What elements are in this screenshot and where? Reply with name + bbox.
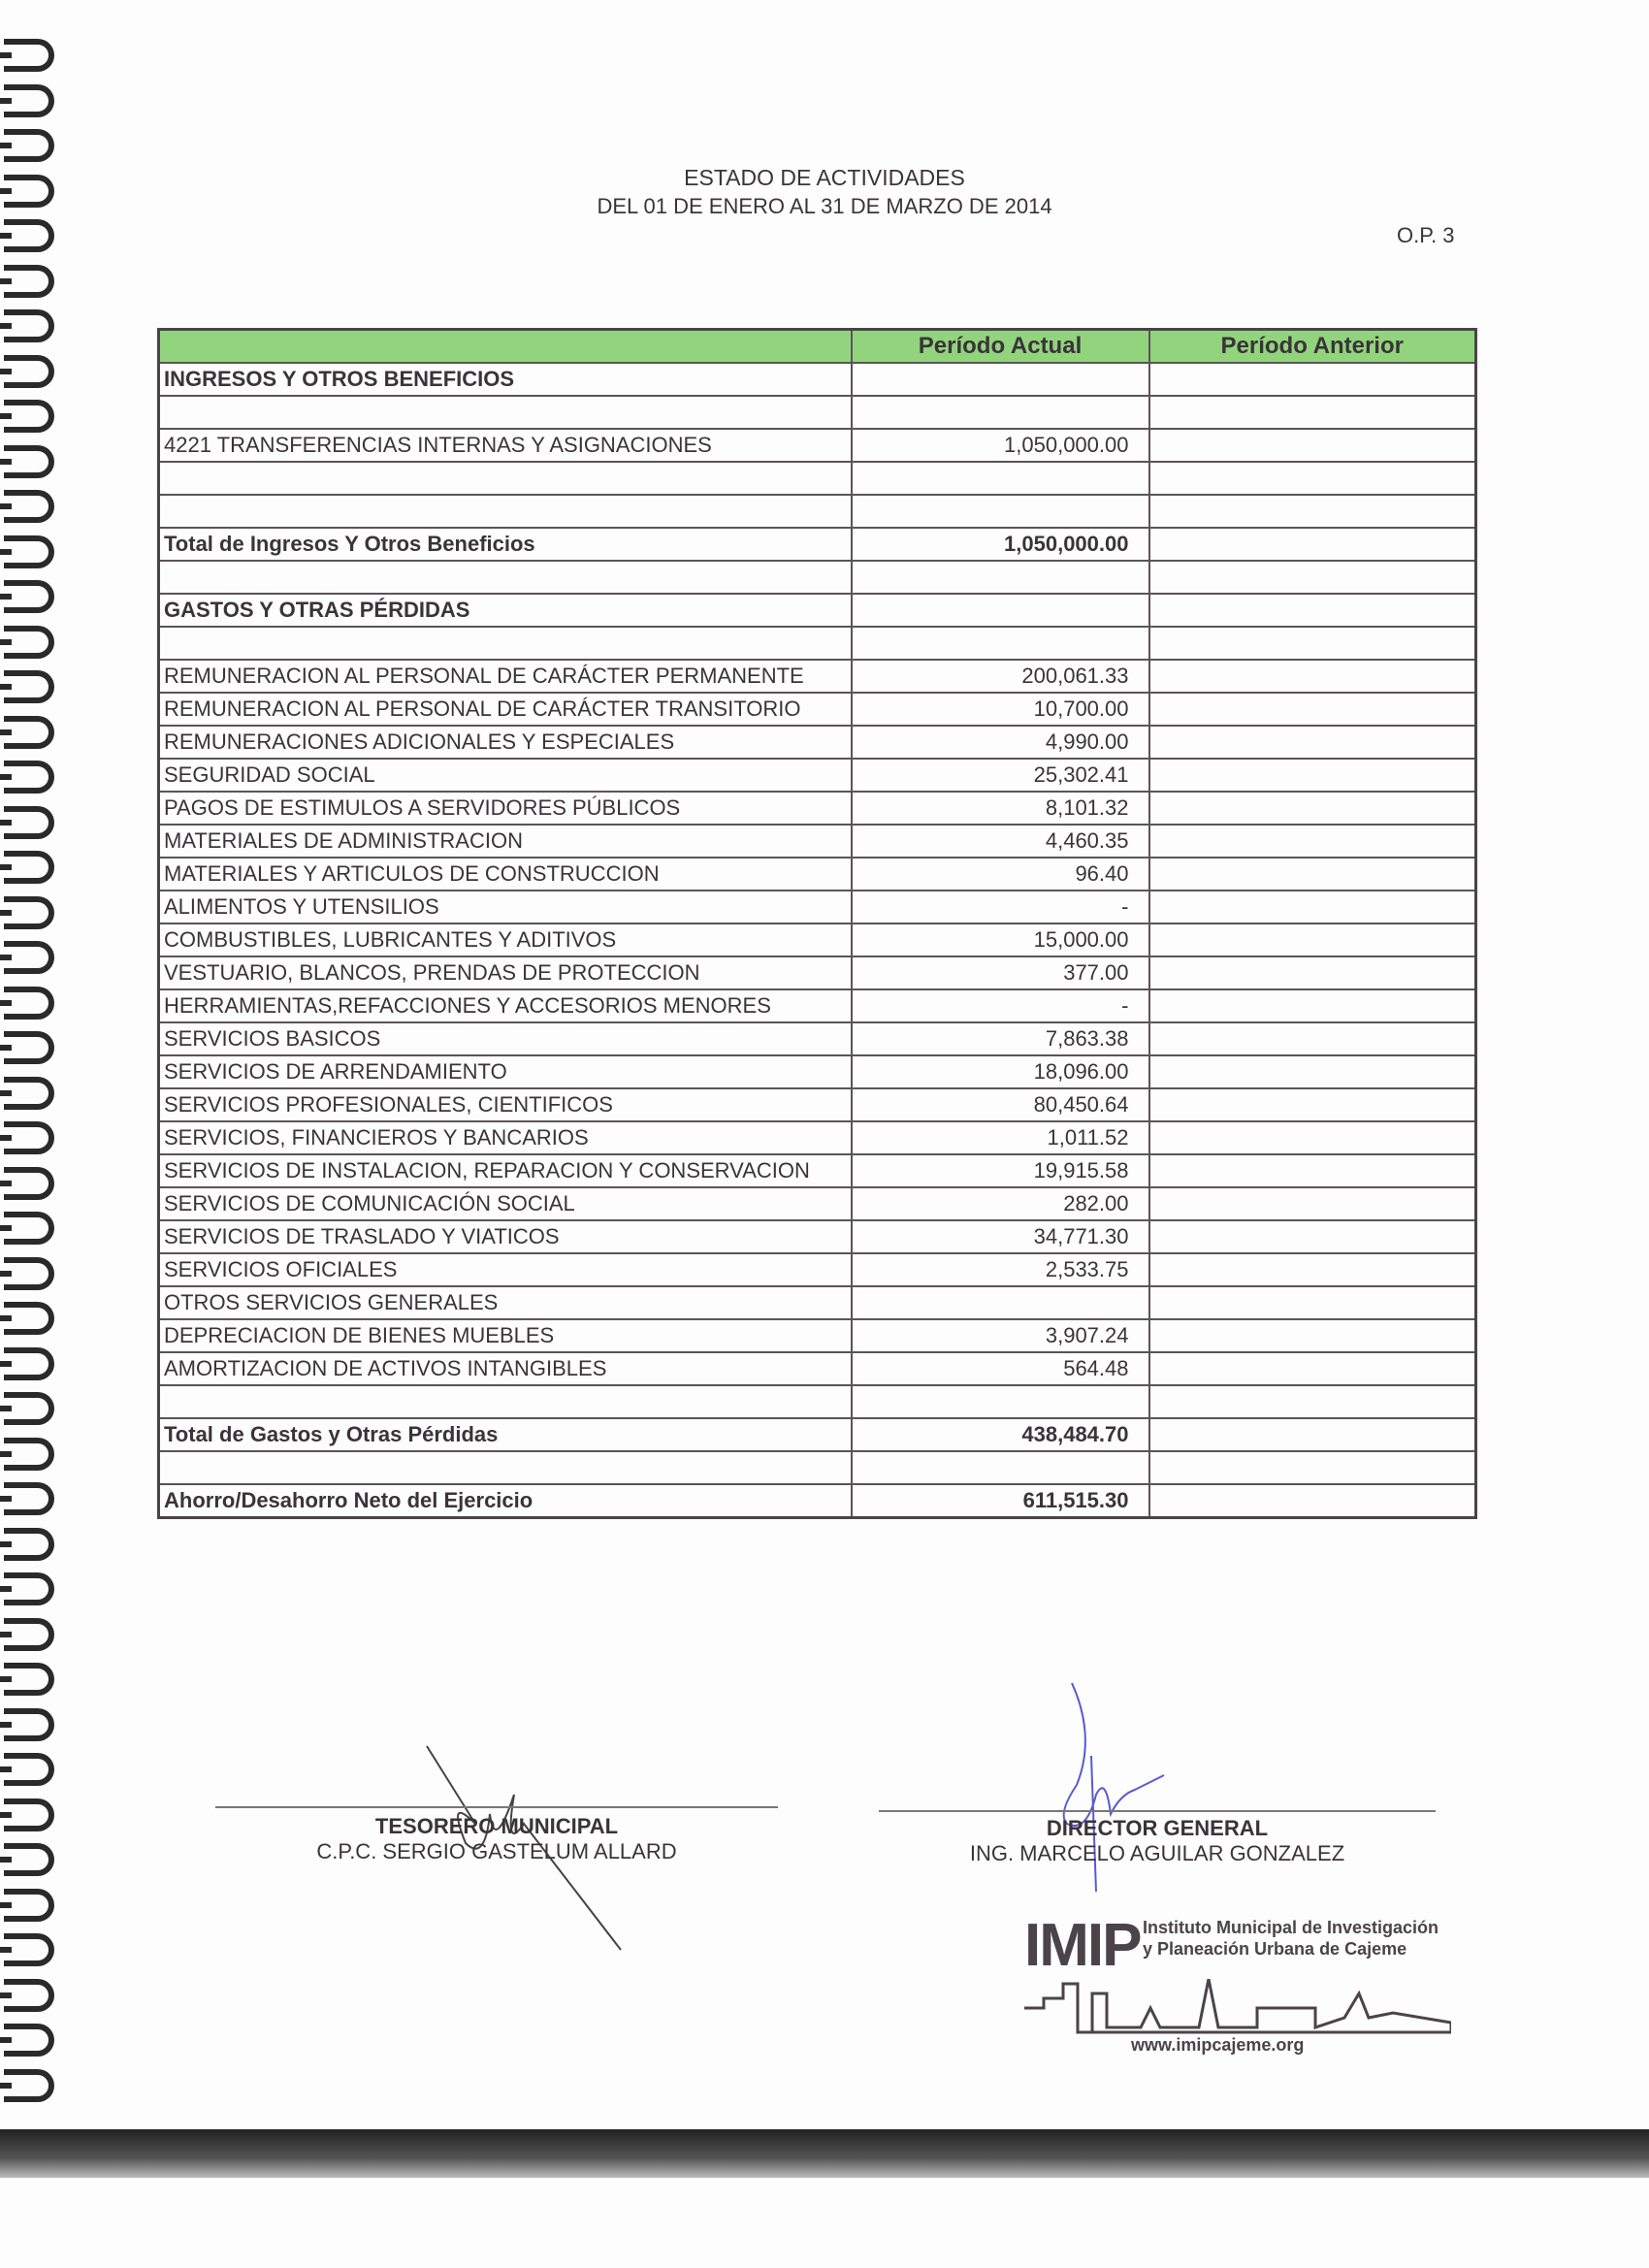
row-periodo-anterior xyxy=(1149,363,1476,396)
binding-ring xyxy=(4,1798,54,1831)
table-row xyxy=(159,1418,1476,1451)
director-signature-line xyxy=(879,1810,1436,1812)
row-periodo-actual: 96.40 xyxy=(852,858,1149,891)
table-row xyxy=(159,1253,1476,1286)
row-periodo-actual xyxy=(852,396,1149,429)
table-row xyxy=(159,858,1476,891)
table-row xyxy=(159,693,1476,726)
treasurer-signature-line xyxy=(215,1806,778,1808)
table-row xyxy=(159,594,1476,627)
table-row xyxy=(159,1187,1476,1220)
row-label: PAGOS DE ESTIMULOS A SERVIDORES PÚBLICOS xyxy=(159,792,852,825)
row-periodo-actual xyxy=(852,561,1149,594)
row-periodo-anterior xyxy=(1149,1352,1476,1385)
binding-ring xyxy=(4,1347,54,1380)
row-label: AMORTIZACION DE ACTIVOS INTANGIBLES xyxy=(159,1352,852,1385)
binding-ring xyxy=(4,490,54,523)
row-label: VESTUARIO, BLANCOS, PRENDAS DE PROTECCION xyxy=(159,956,852,989)
row-label: SERVICIOS PROFESIONALES, CIENTIFICOS xyxy=(159,1088,852,1121)
page-code: O.P. 3 xyxy=(1397,223,1455,247)
row-periodo-actual: 7,863.38 xyxy=(852,1022,1149,1055)
row-label xyxy=(159,1385,852,1418)
row-periodo-anterior xyxy=(1149,726,1476,759)
document-title: ESTADO DE ACTIVIDADES xyxy=(684,165,965,190)
row-periodo-actual: 19,915.58 xyxy=(852,1154,1149,1187)
row-label: SERVICIOS DE TRASLADO Y VIATICOS xyxy=(159,1220,852,1253)
binding-ring xyxy=(4,445,54,478)
row-periodo-actual xyxy=(852,462,1149,495)
table-row xyxy=(159,1385,1476,1418)
row-periodo-anterior xyxy=(1149,1055,1476,1088)
row-periodo-actual: 8,101.32 xyxy=(852,792,1149,825)
scan-edge-shadow xyxy=(0,2129,1649,2178)
row-periodo-anterior xyxy=(1149,1418,1476,1451)
row-periodo-anterior xyxy=(1149,989,1476,1022)
row-periodo-anterior xyxy=(1149,1022,1476,1055)
row-periodo-anterior xyxy=(1149,1319,1476,1352)
binding-ring xyxy=(4,896,54,929)
row-periodo-anterior xyxy=(1149,429,1476,462)
table-row xyxy=(159,1121,1476,1154)
binding-ring xyxy=(4,1889,54,1922)
row-periodo-anterior xyxy=(1149,396,1476,429)
row-label: Total de Gastos y Otras Pérdidas xyxy=(159,1418,852,1451)
row-periodo-anterior xyxy=(1149,1286,1476,1319)
row-periodo-anterior xyxy=(1149,528,1476,561)
header-blank xyxy=(159,330,852,364)
row-periodo-actual: 2,533.75 xyxy=(852,1253,1149,1286)
binding-ring xyxy=(4,1031,54,1064)
row-periodo-anterior xyxy=(1149,759,1476,792)
binding-ring xyxy=(4,1482,54,1515)
binding-ring xyxy=(4,580,54,613)
row-label: SERVICIOS DE INSTALACION, REPARACION Y CONSERVACION xyxy=(159,1154,852,1187)
binding-ring xyxy=(4,987,54,1020)
row-periodo-anterior xyxy=(1149,1385,1476,1418)
row-periodo-actual xyxy=(852,363,1149,396)
row-label: SERVICIOS DE ARRENDAMIENTO xyxy=(159,1055,852,1088)
row-periodo-actual: 34,771.30 xyxy=(852,1220,1149,1253)
binding-ring xyxy=(4,2024,54,2057)
binding-ring xyxy=(4,1528,54,1561)
row-label: Ahorro/Desahorro Neto del Ejercicio xyxy=(159,1484,852,1518)
header-periodo-actual: Período Actual xyxy=(852,330,1149,364)
binding-ring xyxy=(4,1663,54,1696)
row-label xyxy=(159,561,852,594)
table-row xyxy=(159,923,1476,956)
table-row xyxy=(159,660,1476,693)
binding-ring xyxy=(4,2069,54,2102)
row-label: MATERIALES DE ADMINISTRACION xyxy=(159,825,852,858)
row-periodo-actual: - xyxy=(852,891,1149,923)
director-role: DIRECTOR GENERAL xyxy=(1046,1816,1269,1840)
row-periodo-anterior xyxy=(1149,1253,1476,1286)
binding-ring xyxy=(4,400,54,433)
binding-ring xyxy=(4,1077,54,1110)
row-label: REMUNERACION AL PERSONAL DE CARÁCTER PERMANENTE xyxy=(159,660,852,693)
table-row xyxy=(159,891,1476,923)
city-skyline-icon xyxy=(1024,1979,1451,2037)
row-periodo-actual: 25,302.41 xyxy=(852,759,1149,792)
row-periodo-anterior xyxy=(1149,1121,1476,1154)
table-row xyxy=(159,363,1476,396)
row-periodo-actual: - xyxy=(852,989,1149,1022)
table-row xyxy=(159,1220,1476,1253)
table-row xyxy=(159,528,1476,561)
row-periodo-actual: 15,000.00 xyxy=(852,923,1149,956)
row-periodo-anterior xyxy=(1149,825,1476,858)
table-row xyxy=(159,396,1476,429)
table-row xyxy=(159,1451,1476,1484)
row-periodo-anterior xyxy=(1149,1187,1476,1220)
row-periodo-actual: 18,096.00 xyxy=(852,1055,1149,1088)
treasurer-role: TESORERO MUNICIPAL xyxy=(374,1814,619,1838)
row-periodo-actual: 1,011.52 xyxy=(852,1121,1149,1154)
director-name: ING. MARCELO AGUILAR GONZALEZ xyxy=(969,1841,1345,1865)
spiral-binding xyxy=(0,39,68,2115)
row-periodo-actual: 564.48 xyxy=(852,1352,1149,1385)
row-label xyxy=(159,627,852,660)
row-periodo-anterior xyxy=(1149,627,1476,660)
row-label xyxy=(159,495,852,528)
row-periodo-anterior xyxy=(1149,693,1476,726)
binding-ring xyxy=(4,1572,54,1605)
row-periodo-actual: 1,050,000.00 xyxy=(852,528,1149,561)
binding-ring xyxy=(4,84,54,117)
table-row xyxy=(159,1055,1476,1088)
binding-ring xyxy=(4,1979,54,2012)
binding-ring xyxy=(4,1843,54,1876)
row-periodo-actual: 438,484.70 xyxy=(852,1418,1149,1451)
row-label: COMBUSTIBLES, LUBRICANTES Y ADITIVOS xyxy=(159,923,852,956)
binding-ring xyxy=(4,129,54,162)
row-label xyxy=(159,1451,852,1484)
table-row xyxy=(159,627,1476,660)
binding-ring xyxy=(4,1257,54,1290)
row-periodo-actual: 4,990.00 xyxy=(852,726,1149,759)
binding-ring xyxy=(4,535,54,568)
row-label xyxy=(159,462,852,495)
table-row xyxy=(159,1088,1476,1121)
binding-ring xyxy=(4,309,54,342)
table-row xyxy=(159,759,1476,792)
row-label: SERVICIOS, FINANCIEROS Y BANCARIOS xyxy=(159,1121,852,1154)
table-row xyxy=(159,1022,1476,1055)
table-row xyxy=(159,1352,1476,1385)
row-periodo-anterior xyxy=(1149,1220,1476,1253)
table-header xyxy=(159,330,1476,364)
row-periodo-anterior xyxy=(1149,923,1476,956)
table-row xyxy=(159,792,1476,825)
table-row xyxy=(159,825,1476,858)
table-row xyxy=(159,1319,1476,1352)
row-periodo-anterior xyxy=(1149,1484,1476,1518)
row-periodo-anterior xyxy=(1149,956,1476,989)
table-row xyxy=(159,462,1476,495)
table-row xyxy=(159,495,1476,528)
logo-url: www.imipcajeme.org xyxy=(1131,2035,1305,2055)
logo-name-line1: Instituto Municipal de Investigación xyxy=(1143,1918,1439,1937)
row-periodo-actual: 282.00 xyxy=(852,1187,1149,1220)
binding-ring xyxy=(4,1167,54,1200)
table-row xyxy=(159,989,1476,1022)
row-periodo-actual: 80,450.64 xyxy=(852,1088,1149,1121)
row-label: GASTOS Y OTRAS PÉRDIDAS xyxy=(159,594,852,627)
row-label xyxy=(159,396,852,429)
row-periodo-actual xyxy=(852,1286,1149,1319)
row-periodo-anterior xyxy=(1149,792,1476,825)
row-label: ALIMENTOS Y UTENSILIOS xyxy=(159,891,852,923)
row-label: Total de Ingresos Y Otros Beneficios xyxy=(159,528,852,561)
row-label: OTROS SERVICIOS GENERALES xyxy=(159,1286,852,1319)
row-label: SERVICIOS DE COMUNICACIÓN SOCIAL xyxy=(159,1187,852,1220)
row-label: REMUNERACION AL PERSONAL DE CARÁCTER TRANSITORIO xyxy=(159,693,852,726)
row-label: SEGURIDAD SOCIAL xyxy=(159,759,852,792)
binding-ring xyxy=(4,1121,54,1154)
table-row xyxy=(159,1286,1476,1319)
row-periodo-actual xyxy=(852,1385,1149,1418)
row-periodo-anterior xyxy=(1149,594,1476,627)
binding-ring xyxy=(4,1618,54,1651)
binding-ring xyxy=(4,1392,54,1425)
table-row xyxy=(159,1154,1476,1187)
row-periodo-actual: 3,907.24 xyxy=(852,1319,1149,1352)
table-row xyxy=(159,1484,1476,1518)
row-label: SERVICIOS OFICIALES xyxy=(159,1253,852,1286)
binding-ring xyxy=(4,355,54,388)
row-label: HERRAMIENTAS,REFACCIONES Y ACCESORIOS MENORES xyxy=(159,989,852,1022)
binding-ring xyxy=(4,761,54,794)
row-periodo-anterior xyxy=(1149,891,1476,923)
director-signature xyxy=(1038,1678,1193,1901)
row-periodo-anterior xyxy=(1149,495,1476,528)
row-label: INGRESOS Y OTROS BENEFICIOS xyxy=(159,363,852,396)
binding-ring xyxy=(4,806,54,839)
row-periodo-anterior xyxy=(1149,858,1476,891)
row-periodo-anterior xyxy=(1149,561,1476,594)
logo-name-line2: y Planeación Urbana de Cajeme xyxy=(1143,1939,1407,1959)
table-row xyxy=(159,726,1476,759)
table-row xyxy=(159,956,1476,989)
row-periodo-actual: 200,061.33 xyxy=(852,660,1149,693)
row-periodo-actual: 4,460.35 xyxy=(852,825,1149,858)
row-periodo-actual: 10,700.00 xyxy=(852,693,1149,726)
header-periodo-anterior: Período Anterior xyxy=(1149,330,1476,364)
binding-ring xyxy=(4,716,54,749)
row-label: 4221 TRANSFERENCIAS INTERNAS Y ASIGNACIONES xyxy=(159,429,852,462)
row-label: REMUNERACIONES ADICIONALES Y ESPECIALES xyxy=(159,726,852,759)
imip-logo xyxy=(1024,1911,1451,2071)
row-label: DEPRECIACION DE BIENES MUEBLES xyxy=(159,1319,852,1352)
row-periodo-actual xyxy=(852,627,1149,660)
binding-ring xyxy=(4,670,54,703)
treasurer-name: C.P.C. SERGIO GASTELUM ALLARD xyxy=(316,1839,677,1863)
row-periodo-actual xyxy=(852,594,1149,627)
binding-ring xyxy=(4,219,54,252)
binding-ring xyxy=(4,1753,54,1786)
row-periodo-anterior xyxy=(1149,462,1476,495)
binding-ring xyxy=(4,1212,54,1245)
binding-ring xyxy=(4,626,54,659)
binding-ring xyxy=(4,1933,54,1966)
binding-ring xyxy=(4,851,54,884)
activities-table xyxy=(157,328,1477,1519)
row-periodo-anterior xyxy=(1149,660,1476,693)
table-row xyxy=(159,429,1476,462)
row-periodo-anterior xyxy=(1149,1451,1476,1484)
binding-ring xyxy=(4,265,54,298)
binding-ring xyxy=(4,1708,54,1741)
logo-mark: IMIP xyxy=(1024,1912,1141,1979)
row-periodo-actual xyxy=(852,1451,1149,1484)
row-periodo-actual: 611,515.30 xyxy=(852,1484,1149,1518)
document-subtitle: DEL 01 DE ENERO AL 31 DE MARZO DE 2014 xyxy=(597,194,1052,218)
row-periodo-actual: 1,050,000.00 xyxy=(852,429,1149,462)
row-periodo-actual xyxy=(852,495,1149,528)
table-row xyxy=(159,561,1476,594)
row-periodo-anterior xyxy=(1149,1154,1476,1187)
row-label: SERVICIOS BASICOS xyxy=(159,1022,852,1055)
row-label: MATERIALES Y ARTICULOS DE CONSTRUCCION xyxy=(159,858,852,891)
binding-ring xyxy=(4,39,54,72)
binding-ring xyxy=(4,1438,54,1471)
binding-ring xyxy=(4,941,54,974)
logo-institution-name xyxy=(1143,1917,1439,1960)
row-periodo-actual: 377.00 xyxy=(852,956,1149,989)
row-periodo-anterior xyxy=(1149,1088,1476,1121)
binding-ring xyxy=(4,1302,54,1335)
